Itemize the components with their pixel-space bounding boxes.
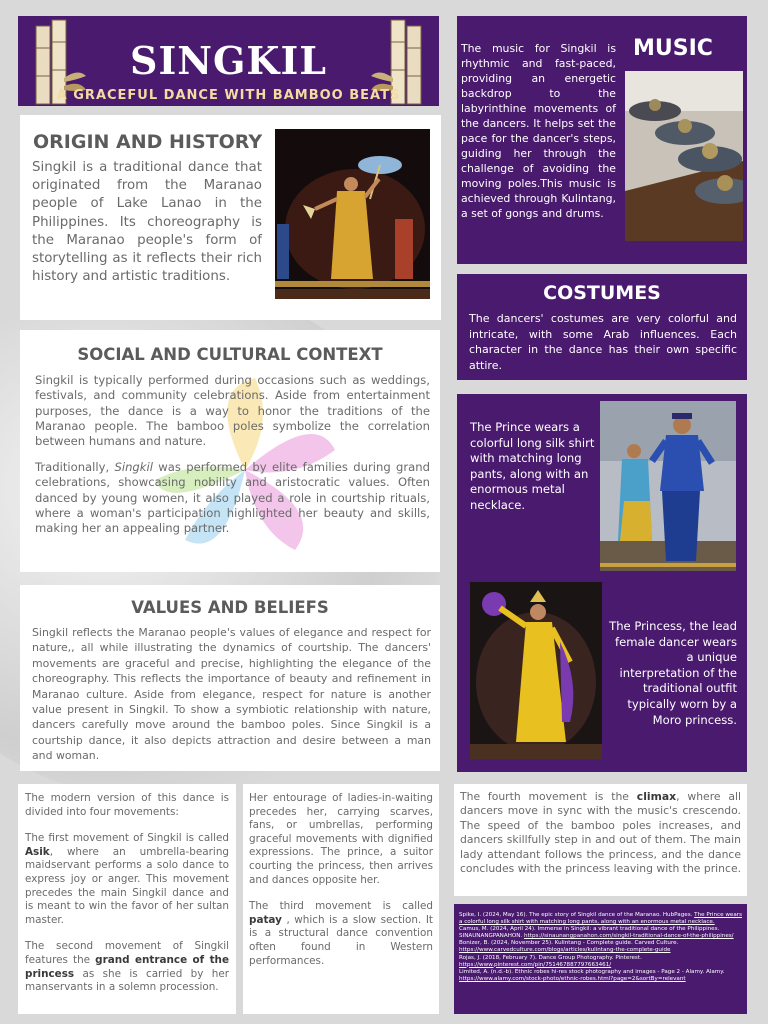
reference-text: Limited, A. (n.d.-b). Ethnic robes hi-res stock photography and images - Page 2 - Alamy. Alamy. <box>459 968 725 975</box>
entourage-text: Her entourage of ladies-in-waiting precedes her, carrying scarves, fans, or umbrellas, performing graceful movements with dignified expressions. The prince, a suitor courting the princess, then arrives and dances opposite her. <box>249 792 433 886</box>
fourth-movement-after: , where all dancers move in sync with the music's crescendo. The speed of the bamboo poles increases, and dancers skillfully step in and out of them. The main lady attendant follows the princess, and the dance concludes with the princess leaving with the prince. <box>460 790 742 876</box>
fourth-movement-before: The fourth movement is the <box>460 790 637 803</box>
movements-column-2 <box>243 784 439 1014</box>
reference-item <box>459 926 742 940</box>
prince-princess-section <box>457 394 747 772</box>
reference-link[interactable]: https://www.pinterest.com/pin/751467887797663461/ <box>459 961 612 968</box>
fourth-movement-text <box>460 790 741 876</box>
reference-text: Spike, I. (2024, May 16). The epic story of Singkil dance of the Maranao. HubPages. <box>459 912 695 918</box>
first-movement <box>25 832 229 927</box>
movements-intro: The modern version of this dance is divided into four movements: <box>25 792 229 818</box>
movements-column-1-text <box>25 792 229 995</box>
reference-link[interactable]: The Prince wears a colorful long silk shirt with matching long pants, along with an enormous metal necklace. <box>459 912 742 926</box>
third-movement <box>249 900 433 968</box>
second-movement-after: as she is carried by her manservants in a solemn procession. <box>25 967 229 994</box>
social-paragraph-1: Singkil is typically performed during occasions such as weddings, festivals, and community celebrations. Aside from entertainment purposes, the dance is a way to honor the traditions of the Maranao people. The bamboo poles symbolize the correlation between humans and nature. <box>35 373 430 449</box>
prince-costume-photo <box>600 401 736 571</box>
movements-column-1 <box>18 784 236 1014</box>
prince-text: The Prince wears a colorful long silk shirt with matching long pants, along with an enormous metal necklace. <box>470 420 595 512</box>
reference-item <box>459 940 742 954</box>
singkil-dancer-photo <box>275 129 430 299</box>
reference-link[interactable]: https://sinaunangpanahon.com/singkil-traditional-dance-of-the-philippines/ <box>524 933 734 940</box>
costumes-text: The dancers' costumes are very colorful and intricate, with some Arab influences. Each character in the dance has their own specific attire. <box>469 312 737 373</box>
costumes-heading: COSTUMES <box>543 282 661 304</box>
fourth-movement-name: climax <box>636 790 677 803</box>
kulintang-gongs-photo <box>625 71 743 241</box>
social-p2-after: was performed by elite families during grand celebrations, showcasing nobility and aristocratic values. Often danced by young women, it also played a role in courtship rituals, where a woman's participation highlighted her beauty and skills, making her an appealing partner. <box>35 460 430 536</box>
reference-link[interactable]: https://www.alamy.com/stock-photo/ethnic-robes.html?page=2&sortBy=relevant <box>459 975 686 982</box>
references-section <box>454 904 747 1014</box>
princess-text: The Princess, the lead female dancer wears a unique interpretation of the traditional outfit typically worn by a Moro princess. <box>609 619 737 727</box>
social-p2-emphasis: Singkil <box>114 460 153 474</box>
third-movement-name: patay <box>249 913 282 926</box>
values-heading: VALUES AND BELIEFS <box>131 598 329 617</box>
values-text: Singkil reflects the Maranao people's values of elegance and respect for nature,, all while illustrating the dynamics of courtship. The dancers' movements are graceful and precise, highlighting the elegance of the choreography. This reflects the importance of beauty and refinement in Maranao culture. Aside from elegance, respect for nature is another value present in Singkil. To show a symbiotic relationship with nature, dancers carefully move around the bamboo poles. Since Singkil is a courtship dance, it also depicts attraction and desire between a man and woman. <box>32 626 431 763</box>
reference-text: Rojas, J. (2018, February 7). Dance Group Photography. Pinterest. <box>459 954 642 961</box>
reference-text: Camus, M. (2024, April 24). Immerse in Singkil: a vibrant traditional dance of the Philippines. SINAUNANGPANAHON. <box>459 926 720 940</box>
reference-item <box>459 969 742 983</box>
fourth-movement-section <box>454 784 747 896</box>
music-heading: MUSIC <box>633 36 713 61</box>
second-movement-name: grand entrance of the princess <box>25 953 229 980</box>
origin-section <box>20 115 441 320</box>
third-movement-after: , which is a slow section. It is a structural dance convention often found in Western performances. <box>249 913 433 967</box>
second-movement-before: The second movement of Singkil features the <box>25 940 229 966</box>
third-movement-before: The third movement is called <box>249 900 433 913</box>
origin-text: Singkil is a traditional dance that originated from the Maranao people of Lake Lanao in the Philippines. Its choreography is the Maranao people's form of storytelling as it reflects their rich history and artistic traditions. <box>32 160 262 285</box>
costumes-section <box>457 274 747 380</box>
reference-link[interactable]: https://www.carvedculture.com/blogs/articles/kulintang-the-complete-guide <box>459 947 671 954</box>
second-movement <box>25 940 229 994</box>
values-section <box>20 585 440 771</box>
music-section <box>457 16 747 264</box>
page-title: SINGKIL <box>130 38 327 83</box>
first-movement-after: , where an umbrella-bearing maidservant performs a solo dance to express joy or anger. This movement precedes the main Singkil dance and is meant to win the favor of her sultan master. <box>25 845 229 926</box>
references-list <box>459 912 742 983</box>
first-movement-name: Asik <box>25 845 50 858</box>
social-heading: SOCIAL AND CULTURAL CONTEXT <box>77 345 383 364</box>
header-banner <box>18 16 439 106</box>
movements-column-2-text <box>249 792 433 968</box>
social-cultural-section <box>20 330 440 572</box>
reference-item <box>459 912 742 926</box>
origin-heading: ORIGIN AND HISTORY <box>33 131 263 153</box>
page-subtitle: A GRACEFUL DANCE WITH BAMBOO BEATS <box>56 88 401 103</box>
first-movement-before: The first movement of Singkil is called <box>25 832 229 845</box>
reference-item <box>459 955 742 969</box>
reference-text: Bonizer, B. (2024, November 25). Kulintang - Complete guide. Carved Culture. <box>459 940 679 947</box>
social-paragraph-2 <box>35 460 430 536</box>
social-p2-before: Traditionally, <box>35 460 115 474</box>
princess-costume-photo <box>470 582 602 759</box>
music-text: The music for Singkil is rhythmic and fast-paced, providing an energetic backdrop to the labyrinthine movements of the dancers. It helps set the pace for the dancer's steps, guiding her through the challenge of avoiding the moving poles.This music is achieved through Kulintang, a set of gongs and drums. <box>461 42 616 220</box>
